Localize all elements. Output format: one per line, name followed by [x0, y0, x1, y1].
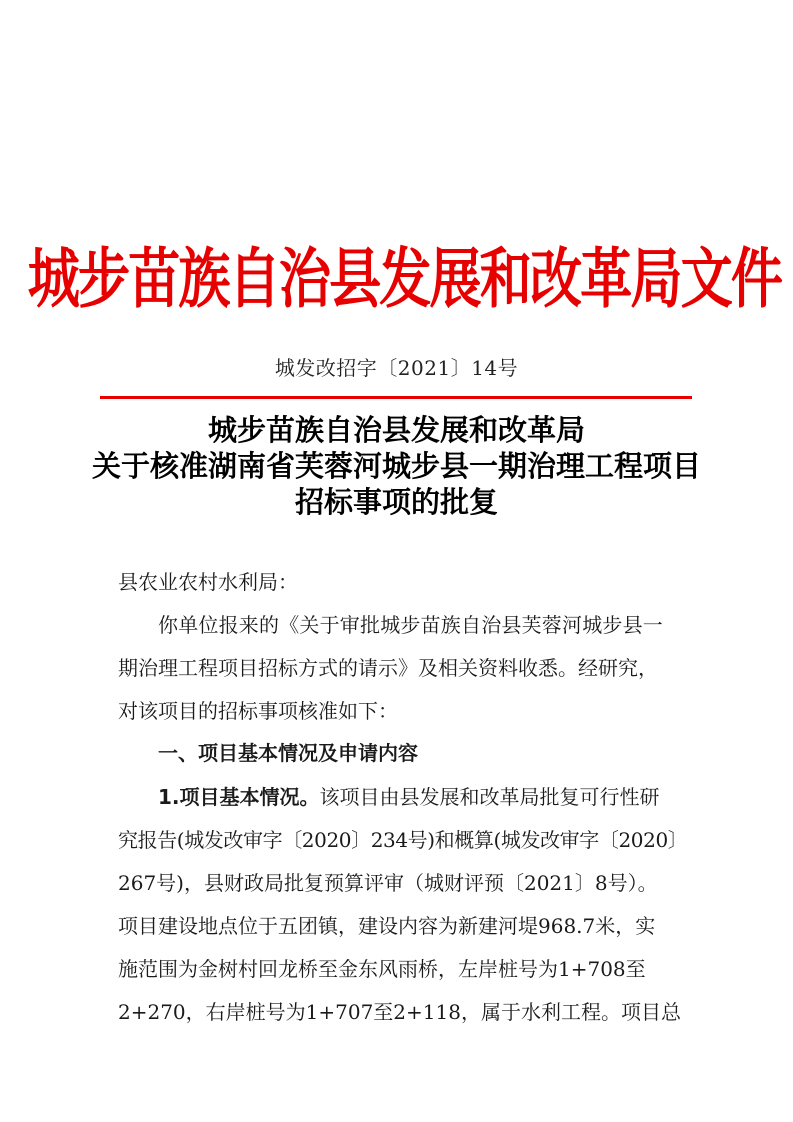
section-heading: 一、项目基本情况及申请内容: [158, 741, 418, 765]
title-line: 关于核准湖南省芙蓉河城步县一期治理工程项目: [91, 449, 701, 483]
title-line: 城步苗族自治县发展和改革局: [207, 413, 585, 447]
paragraph-line: 施范围为金树村回龙桥至金东风雨桥，左岸桩号为1+708至: [118, 957, 646, 981]
document-number: 城发改招字〔2021〕14号: [274, 356, 519, 380]
paragraph-line: 期治理工程项目招标方式的请示》及相关资料收悉。经研究，: [118, 656, 658, 680]
paragraph-line: 267号)，县财政局批复预算评审（城财评预〔2021〕8号）。: [118, 871, 658, 895]
paragraph-line: 究报告(城发改审字〔2020〕234号)和概算(城发改审字〔2020〕: [118, 828, 688, 852]
item-label: 1.项目基本情况。: [158, 785, 320, 809]
item-text: 该项目由县发展和改革局批复可行性研: [319, 785, 660, 809]
paragraph-line: 你单位报来的《关于审批城步苗族自治县芙蓉河城步县一: [158, 613, 663, 637]
item-line: [158, 785, 684, 809]
document-title: [0, 412, 793, 520]
red-divider-line: [100, 396, 692, 399]
paragraph-line: 对该项目的招标事项核准如下：: [118, 699, 398, 723]
salutation: 县农业农村水利局：: [118, 570, 298, 594]
masthead-title: 城步苗族自治县发展和改革局文件: [27, 241, 782, 318]
paragraph-line: 项目建设地点位于五团镇，建设内容为新建河堤968.7米，实: [118, 914, 656, 938]
title-line: 招标事项的批复: [294, 485, 498, 519]
paragraph-line: 2+270，右岸桩号为1+707至2+118，属于水利工程。项目总: [118, 1000, 681, 1024]
